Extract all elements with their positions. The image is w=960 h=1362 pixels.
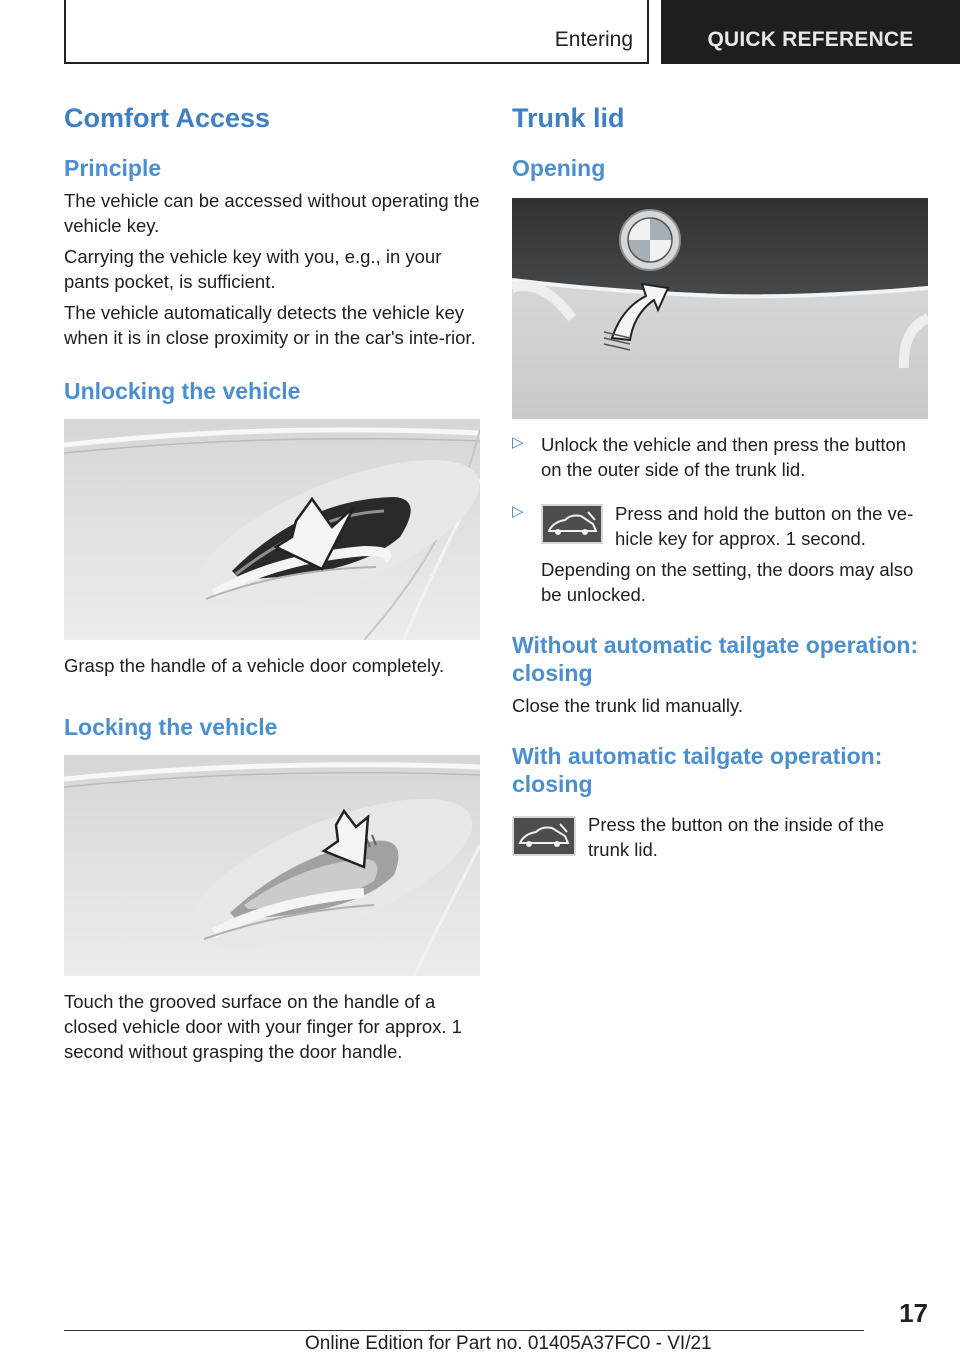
automatic-closing-row bbox=[512, 812, 930, 862]
unlocking-heading: Unlocking the vehicle bbox=[64, 378, 301, 404]
opening-bullet-2-note: Depending on the setting, the doors may also be unlocked. bbox=[541, 559, 914, 605]
manual-closing-text: Close the trunk lid manually. bbox=[512, 695, 744, 716]
principle-heading: Principle bbox=[64, 155, 162, 181]
header-chapter-label: QUICK REFERENCE bbox=[707, 28, 914, 51]
opening-bullet-2-text: Press and hold the button on the ve‐hicle key for approx. 1 second. bbox=[615, 503, 914, 549]
principle-paragraph-3: The vehicle automatically detects the vehicle key when it is in close proximity or in the car's inte‐rior. bbox=[64, 302, 476, 348]
locking-caption: Touch the grooved surface on the handle of a closed vehicle door with your finger for approx. 1 second without grasping the door handle. bbox=[64, 991, 462, 1062]
opening-bullet-1 bbox=[512, 432, 930, 482]
comfort-access-title: Comfort Access bbox=[64, 103, 271, 133]
opening-bullet-1-text: Unlock the vehicle and then press the button on the outer side of the trunk lid. bbox=[541, 434, 907, 480]
bullet-triangle-icon: ▷ bbox=[512, 503, 524, 520]
opening-bullet-2 bbox=[512, 501, 930, 607]
header-section-tab bbox=[64, 0, 649, 64]
principle-paragraph-2: Carrying the vehicle key with you, e.g., in your pants pocket, is sufficient. bbox=[64, 246, 442, 292]
header-section-label: Entering bbox=[554, 28, 633, 51]
page-number: 17 bbox=[899, 1298, 928, 1328]
opening-heading: Opening bbox=[512, 155, 606, 181]
footer-edition: Online Edition for Part no. 01405A37FC0 - VI/21 bbox=[305, 1333, 712, 1354]
trunk-lid-title: Trunk lid bbox=[512, 103, 625, 133]
unlocking-caption: Grasp the handle of a vehicle door completely. bbox=[64, 655, 445, 676]
door-handle-lock-image bbox=[64, 755, 480, 976]
bullet-triangle-icon: ▷ bbox=[512, 434, 524, 451]
principle-paragraph-1: The vehicle can be accessed without operating the vehicle key. bbox=[64, 190, 480, 236]
locking-heading: Locking the vehicle bbox=[64, 714, 278, 740]
trunk-button-image bbox=[512, 198, 928, 419]
door-handle-unlock-image bbox=[64, 419, 480, 640]
key-trunk-button-icon bbox=[541, 504, 603, 544]
header-chapter-tab bbox=[661, 0, 960, 64]
automatic-closing-text: Press the button on the inside of the trunk lid. bbox=[588, 814, 885, 860]
right-column bbox=[512, 100, 930, 862]
left-column bbox=[64, 100, 482, 1064]
interior-trunk-button-icon bbox=[512, 816, 576, 856]
footer-divider bbox=[64, 1330, 864, 1331]
automatic-closing-heading: With automatic tailgate operation: closing bbox=[512, 743, 883, 797]
manual-closing-heading: Without automatic tailgate operation: closing bbox=[512, 632, 919, 686]
